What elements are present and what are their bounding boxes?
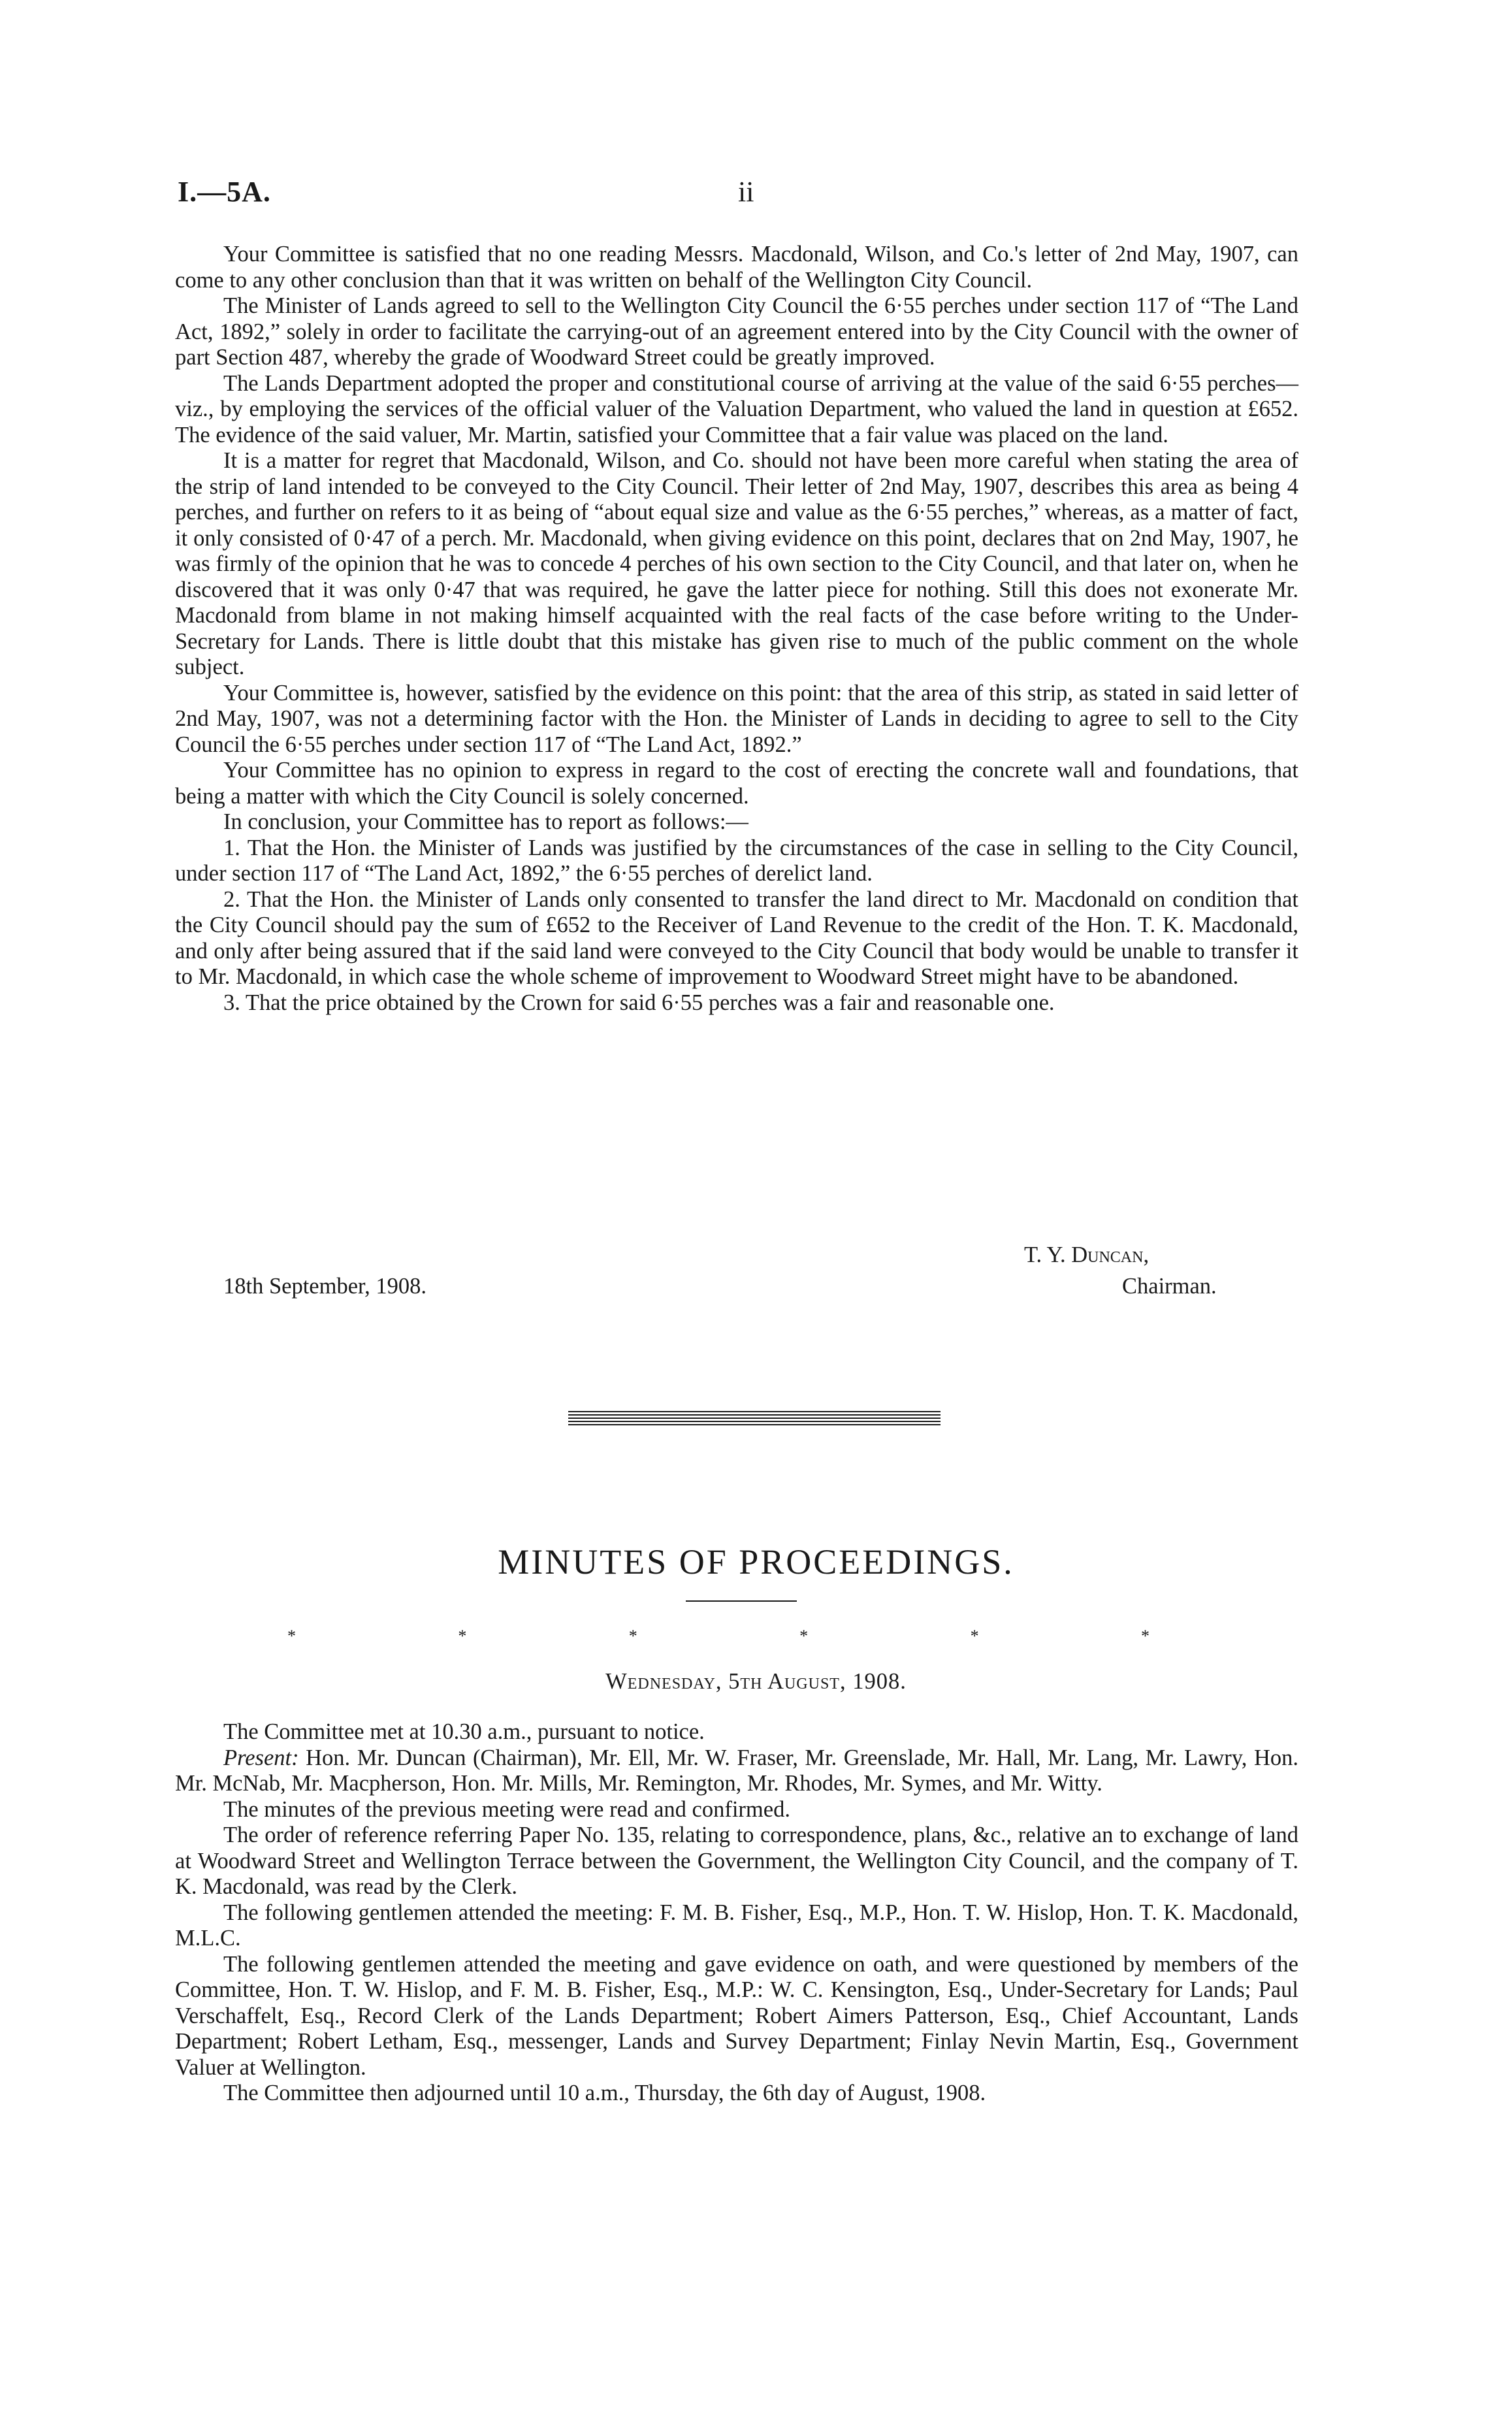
report-finding: 1. That the Hon. the Minister of Lands was justified by the circumstances of the case in selling to the City Council, under section 117 of “The Land Act, 1892,” the 6·55 perches of derelict land. [175,835,1298,886]
minutes-paragraph: The order of reference referring Paper No. 135, relating to correspondence, plans, &c., relative an to exchange of land at Woodward Street and Wellington Terrace between the Government, the Wellington City Council, and the company of T. K. Macdonald, was read by the Clerk. [175,1823,1298,1899]
signature-name: T. Y. Duncan, [1024,1242,1150,1267]
paper-reference: I.—5A. [178,176,271,208]
minutes-present-paragraph [175,1745,1298,1797]
report-paragraph: The Lands Department adopted the proper and constitutional course of arriving at the value of the said 6·55 perches—viz., by employing the services of the official valuer of the Valuation Department, who valued the land in question at £652. The evidence of the said valuer, Mr. Martin, satisfied your Committee that a fair value was placed on the land. [175,370,1298,447]
report-paragraph: The Minister of Lands agreed to sell to the Wellington City Council the 6·55 perches under section 117 of “The Land Act, 1892,” solely in order to facilitate the carrying-out of an agreement entered into by the City Council with the owner of part Section 487, whereby the grade of Woodward Street could be greatly improved. [175,293,1298,370]
title-underline [686,1600,797,1602]
report-paragraph: In conclusion, your Committee has to report as follows:— [223,809,748,834]
minutes-paragraph: The minutes of the previous meeting were read and confirmed. [223,1796,790,1822]
signature-title: Chairman. [1122,1274,1217,1299]
asterisk-icon: * [970,1627,979,1645]
asterisk-icon: * [628,1627,637,1645]
report-finding: 2. That the Hon. the Minister of Lands only consented to transfer the land direct to Mr. Macdonald on condition that the City Council should pay the sum of £652 to the Receiver of Land Revenue to the credit of the Hon. T. K. Macdonald, and only after being assured that if the said land were conveyed to the City Council that body would be unable to transfer it to Mr. Macdonald, in which case the whole scheme of improvement to Woodward Street might have to be abandoned. [175,886,1298,989]
page-number: ii [738,176,754,208]
minutes-paragraph: The following gentlemen attended the meeting: F. M. B. Fisher, Esq., M.P., Hon. T. W. Hislop, Hon. T. K. Macdonald, M.L.C. [175,1900,1298,1951]
asterisk-icon: * [287,1627,296,1645]
minutes-date-heading: Wednesday, 5th August, 1908. [605,1669,907,1694]
report-paragraph: Your Committee is satisfied that no one reading Messrs. Macdonald, Wilson, and Co.'s letter of 2nd May, 1907, can come to any other conclusion than that it was written on behalf of the Wellington City Council. [175,242,1298,293]
report-finding: 3. That the price obtained by the Crown for said 6·55 perches was a fair and reasonable one. [223,990,1055,1015]
report-paragraph: It is a matter for regret that Macdonald, Wilson, and Co. should not have been more careful when stating the area of the strip of land intended to be conveyed to the City Council. Their letter of 2nd May, 1907, describes this area as being 4 perches, and further on refers to it as being of “about equal size and value as the 6·55 perches,” whereas, as a matter of fact, it only consisted of 0·47 of a perch. Mr. Macdonald, when giving evidence on this point, declares that on 2nd May, 1907, he was firmly of the opinion that he was to concede 4 perches of his own section to the City Council, and that later on, when he discovered that it was only 0·47 that was required, he gave the latter piece for nothing. Still this does not exonerate Mr. Macdonald from blame in not making himself acquainted with the real facts of the case before writing to the Under-Secretary for Lands. There is little doubt that this mistake has given rise to much of the public comment on the whole subject. [175,448,1298,679]
present-members: Hon. Mr. Duncan (Chairman), Mr. Ell, Mr. W. Fraser, Mr. Greenslade, Mr. Hall, Mr. Lang, Mr. Lawry, Hon. Mr. McNab, Mr. Macpherson, Hon. Mr. Mills, Mr. Remington, Mr. Rhodes, Mr. Symes, and Mr. Witty. [175,1745,1298,1796]
asterisk-icon: * [799,1627,809,1645]
minutes-paragraph: The Committee then adjourned until 10 a.m., Thursday, the 6th day of August, 1908. [223,2081,986,2105]
minutes-title: MINUTES OF PROCEEDINGS. [498,1542,1014,1581]
asterisk-row [287,1627,1150,1646]
report-paragraph: Your Committee has no opinion to express in regard to the cost of erecting the concrete wall and foundations, that being a matter with which the City Council is solely concerned. [175,758,1298,809]
minutes-paragraph: The Committee met at 10.30 a.m., pursuant to notice. [223,1719,705,1744]
minutes-paragraph: The following gentlemen attended the meeting and gave evidence on oath, and were questioned by members of the Committee, Hon. T. W. Hislop, and F. M. B. Fisher, Esq., M.P.: W. C. Kensington, Esq., Under-Secretary for Lands; Paul Verschaffelt, Esq., Record Clerk of the Lands Department; Robert Aimers Patterson, Esq., Chief Accountant, Lands Department; Robert Letham, Esq., messenger, Lands and Survey Department; Finlay Nevin Martin, Esq., Government Valuer at Wellington. [175,1951,1298,2080]
asterisk-icon: * [458,1627,467,1645]
report-date: 18th September, 1908. [223,1274,426,1299]
present-label: Present: [223,1745,299,1770]
asterisk-icon: * [1140,1627,1150,1645]
report-paragraph: Your Committee is, however, satisfied by the evidence on this point: that the area of this strip, as stated in said letter of 2nd May, 1907, was not a determining factor with the Hon. the Minister of Lands in deciding to agree to sell to the City Council the 6·55 perches under section 117 of “The Land Act, 1892.” [175,680,1298,757]
report-body [175,242,1298,1016]
section-divider [568,1411,941,1427]
minutes-body [175,1719,1298,2107]
